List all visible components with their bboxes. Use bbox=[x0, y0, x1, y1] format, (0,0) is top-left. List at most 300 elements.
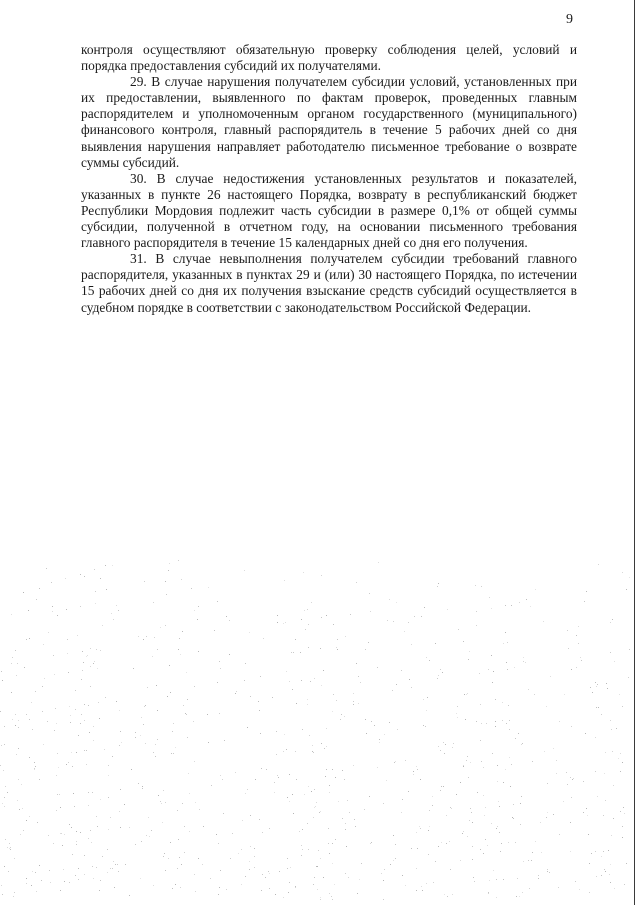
scan-speckle bbox=[521, 796, 522, 797]
scan-speckle bbox=[313, 817, 314, 818]
scan-speckle bbox=[56, 723, 57, 724]
scan-speckle bbox=[360, 682, 361, 683]
scan-speckle bbox=[335, 839, 336, 840]
scan-speckle bbox=[180, 887, 181, 888]
scan-speckle bbox=[254, 848, 255, 849]
scan-speckle bbox=[11, 692, 12, 693]
scan-speckle bbox=[349, 812, 350, 813]
scan-speckle bbox=[509, 720, 510, 721]
scan-speckle bbox=[104, 749, 105, 750]
scan-speckle bbox=[393, 621, 394, 622]
scan-speckle bbox=[156, 685, 157, 686]
scan-speckle bbox=[438, 746, 439, 747]
scan-speckle bbox=[595, 851, 596, 852]
scan-speckle bbox=[255, 779, 256, 780]
scan-speckle bbox=[411, 848, 412, 849]
scan-speckle bbox=[445, 744, 446, 745]
scan-speckle bbox=[544, 751, 545, 752]
scan-speckle bbox=[26, 639, 27, 640]
scan-speckle bbox=[7, 847, 8, 848]
scan-speckle bbox=[296, 703, 297, 704]
scan-speckle bbox=[217, 601, 218, 602]
scan-speckle bbox=[496, 879, 497, 880]
scan-speckle bbox=[143, 724, 144, 725]
scan-speckle bbox=[75, 709, 76, 710]
scan-speckle bbox=[503, 643, 504, 644]
scan-speckle bbox=[244, 570, 245, 571]
scan-speckle bbox=[316, 866, 317, 867]
scan-speckle bbox=[423, 725, 424, 726]
scan-speckle bbox=[497, 781, 498, 782]
scan-speckle bbox=[311, 791, 312, 792]
scan-speckle bbox=[269, 873, 270, 874]
scan-speckle bbox=[293, 813, 294, 814]
scan-speckle bbox=[338, 801, 339, 802]
scan-speckle bbox=[503, 782, 504, 783]
scan-speckle bbox=[469, 820, 470, 821]
scan-speckle bbox=[620, 771, 621, 772]
scan-speckle bbox=[342, 770, 343, 771]
scan-speckle bbox=[15, 714, 16, 715]
scan-speckle bbox=[506, 723, 507, 724]
scan-speckle bbox=[305, 629, 306, 630]
scan-speckle bbox=[96, 867, 97, 868]
scan-speckle bbox=[598, 707, 599, 708]
scan-speckle bbox=[198, 606, 199, 607]
scan-speckle bbox=[497, 826, 498, 827]
scan-speckle bbox=[22, 808, 23, 809]
scan-speckle bbox=[217, 682, 218, 683]
scan-speckle bbox=[194, 761, 195, 762]
scan-speckle bbox=[60, 890, 61, 891]
scan-speckle bbox=[195, 802, 196, 803]
scan-speckle bbox=[37, 822, 38, 823]
scan-speckle bbox=[72, 766, 73, 767]
scan-speckle bbox=[468, 777, 469, 778]
scan-speckle bbox=[331, 896, 332, 897]
scan-speckle bbox=[501, 843, 502, 844]
scan-speckle bbox=[4, 744, 5, 745]
scan-speckle bbox=[402, 799, 403, 800]
scan-speckle bbox=[499, 832, 500, 833]
scan-speckle bbox=[622, 826, 623, 827]
scan-speckle bbox=[476, 721, 477, 722]
scan-speckle bbox=[620, 811, 621, 812]
scan-speckle bbox=[483, 853, 484, 854]
scan-speckle bbox=[472, 846, 473, 847]
scan-speckle bbox=[91, 842, 92, 843]
scan-speckle bbox=[572, 779, 573, 780]
scan-speckle bbox=[119, 710, 120, 711]
scan-speckle bbox=[179, 857, 180, 858]
scan-speckle bbox=[447, 896, 448, 897]
scan-speckle bbox=[229, 654, 230, 655]
scan-speckle bbox=[390, 864, 391, 865]
scan-speckle bbox=[353, 701, 354, 702]
scan-speckle bbox=[112, 756, 113, 757]
scan-speckle bbox=[612, 751, 613, 752]
scan-speckle bbox=[116, 701, 117, 702]
scan-speckle bbox=[258, 701, 259, 702]
scan-speckle bbox=[94, 569, 95, 570]
scan-speckle bbox=[506, 662, 507, 663]
scan-speckle bbox=[317, 866, 318, 867]
scan-speckle bbox=[313, 884, 314, 885]
scan-speckle bbox=[488, 893, 489, 894]
scan-speckle bbox=[596, 876, 597, 877]
scan-speckle bbox=[571, 669, 572, 670]
scan-speckle bbox=[507, 642, 508, 643]
scan-speckle bbox=[71, 752, 72, 753]
scan-speckle bbox=[223, 813, 224, 814]
scan-speckle bbox=[170, 842, 171, 843]
scan-speckle bbox=[446, 843, 447, 844]
scan-speckle bbox=[525, 662, 526, 663]
scan-speckle bbox=[250, 815, 251, 816]
scan-speckle bbox=[214, 630, 215, 631]
scan-speckle bbox=[260, 676, 261, 677]
scan-speckle bbox=[289, 681, 290, 682]
scan-speckle bbox=[429, 810, 430, 811]
scan-speckle bbox=[571, 797, 572, 798]
scan-speckle bbox=[155, 744, 156, 745]
scan-speckle bbox=[389, 722, 390, 723]
scan-speckle bbox=[158, 795, 159, 796]
scan-speckle bbox=[4, 797, 5, 798]
scan-speckle bbox=[596, 707, 597, 708]
scan-speckle bbox=[289, 801, 290, 802]
scan-speckle bbox=[277, 622, 278, 623]
scan-speckle bbox=[304, 794, 305, 795]
scan-speckle bbox=[546, 817, 547, 818]
scan-speckle bbox=[80, 574, 81, 575]
scan-speckle bbox=[283, 751, 284, 752]
scan-speckle bbox=[48, 835, 49, 836]
scan-speckle bbox=[443, 786, 444, 787]
scan-speckle bbox=[535, 589, 536, 590]
scan-speckle bbox=[10, 849, 11, 850]
scan-speckle bbox=[320, 648, 321, 649]
scan-speckle bbox=[120, 827, 121, 828]
scan-speckle bbox=[278, 777, 279, 778]
scan-speckle bbox=[318, 850, 319, 851]
scan-speckle bbox=[154, 637, 155, 638]
scan-speckle bbox=[96, 649, 97, 650]
scan-speckle bbox=[170, 692, 171, 693]
scan-speckle bbox=[106, 589, 107, 590]
scan-speckle bbox=[54, 730, 55, 731]
scan-speckle bbox=[35, 691, 36, 692]
scan-speckle bbox=[78, 879, 79, 880]
scan-speckle bbox=[493, 870, 494, 871]
scan-speckle bbox=[219, 713, 220, 714]
scan-speckle bbox=[443, 742, 444, 743]
scan-speckle bbox=[1, 885, 2, 886]
scan-speckle bbox=[438, 846, 439, 847]
scan-speckle bbox=[601, 856, 602, 857]
scan-speckle bbox=[110, 868, 111, 869]
scan-speckle bbox=[160, 801, 161, 802]
scan-speckle bbox=[302, 849, 303, 850]
scan-speckle bbox=[73, 793, 74, 794]
scan-speckle bbox=[377, 667, 378, 668]
scan-speckle bbox=[52, 606, 53, 607]
scan-speckle bbox=[12, 719, 13, 720]
scan-speckle bbox=[546, 706, 547, 707]
scan-speckle bbox=[279, 871, 280, 872]
scan-speckle bbox=[68, 762, 69, 763]
scan-speckle bbox=[485, 807, 486, 808]
scan-speckle bbox=[472, 859, 473, 860]
scan-speckle bbox=[283, 897, 284, 898]
scan-speckle bbox=[467, 693, 468, 694]
scan-speckle bbox=[152, 656, 153, 657]
scan-speckle bbox=[42, 711, 43, 712]
scan-speckle bbox=[245, 876, 246, 877]
scan-speckle bbox=[570, 777, 571, 778]
scan-speckle bbox=[71, 827, 72, 828]
scan-speckle bbox=[314, 678, 315, 679]
scan-speckle bbox=[178, 560, 179, 561]
scan-speckle bbox=[613, 818, 614, 819]
scan-speckle bbox=[488, 669, 489, 670]
scan-speckle bbox=[21, 784, 22, 785]
scan-speckle bbox=[374, 725, 375, 726]
scan-edge-line bbox=[634, 0, 635, 905]
scan-speckle bbox=[23, 830, 24, 831]
scan-speckle bbox=[472, 822, 473, 823]
scan-speckle bbox=[151, 830, 152, 831]
scan-speckle bbox=[597, 796, 598, 797]
scan-speckle bbox=[226, 616, 227, 617]
scan-speckle bbox=[610, 882, 611, 883]
scan-speckle bbox=[450, 807, 451, 808]
scan-speckle bbox=[5, 786, 6, 787]
scan-speckle bbox=[172, 731, 173, 732]
scan-speckle bbox=[54, 674, 55, 675]
scan-speckle bbox=[299, 831, 300, 832]
scan-speckle bbox=[64, 881, 65, 882]
scan-speckle bbox=[336, 647, 337, 648]
scan-speckle bbox=[526, 599, 527, 600]
scan-speckle bbox=[117, 864, 118, 865]
scan-speckle bbox=[622, 762, 623, 763]
scan-speckle bbox=[143, 639, 144, 640]
scan-speckle bbox=[238, 853, 239, 854]
scan-speckle bbox=[481, 723, 482, 724]
scan-speckle bbox=[519, 602, 520, 603]
scan-speckle bbox=[249, 632, 250, 633]
scan-speckle bbox=[310, 681, 311, 682]
scan-speckle bbox=[432, 796, 433, 797]
scan-speckle bbox=[168, 570, 169, 571]
scan-speckle bbox=[148, 817, 149, 818]
scan-speckle bbox=[76, 844, 77, 845]
scan-speckle bbox=[344, 779, 345, 780]
scan-speckle bbox=[315, 806, 316, 807]
scan-speckle bbox=[364, 809, 365, 810]
scan-speckle bbox=[333, 694, 334, 695]
scan-speckle bbox=[88, 792, 89, 793]
scan-speckle bbox=[499, 806, 500, 807]
scan-speckle bbox=[386, 780, 387, 781]
scan-speckle bbox=[81, 714, 82, 715]
scan-speckle bbox=[505, 632, 506, 633]
scan-speckle bbox=[428, 830, 429, 831]
scan-speckle bbox=[29, 816, 30, 817]
scan-speckle bbox=[522, 743, 523, 744]
scan-speckle bbox=[483, 795, 484, 796]
scan-speckle bbox=[268, 871, 269, 872]
scan-speckle bbox=[16, 754, 17, 755]
scan-speckle bbox=[435, 861, 436, 862]
scan-speckle bbox=[140, 735, 141, 736]
scan-speckle bbox=[11, 663, 12, 664]
scan-speckle bbox=[371, 842, 372, 843]
paragraph-continuation: контроля осуществляют обязательную проверку соблюдения целей, условий и порядка предоставления субсидий их получателями. bbox=[81, 42, 577, 74]
scan-speckle bbox=[523, 861, 524, 862]
scan-speckle bbox=[31, 885, 32, 886]
scan-speckle bbox=[426, 710, 427, 711]
scan-speckle bbox=[447, 609, 448, 610]
scan-speckle bbox=[392, 690, 393, 691]
scan-speckle bbox=[191, 588, 192, 589]
scan-speckle bbox=[194, 874, 195, 875]
scan-speckle bbox=[324, 748, 325, 749]
scan-speckle bbox=[34, 762, 35, 763]
scan-speckle bbox=[493, 671, 494, 672]
scan-speckle bbox=[583, 812, 584, 813]
scan-speckle bbox=[534, 694, 535, 695]
scan-speckle bbox=[611, 729, 612, 730]
scan-speckle bbox=[26, 878, 27, 879]
scan-speckle bbox=[62, 845, 63, 846]
scan-speckle bbox=[321, 685, 322, 686]
scan-speckle bbox=[44, 678, 45, 679]
scan-speckle bbox=[292, 794, 293, 795]
scan-speckle bbox=[102, 856, 103, 857]
scan-speckle bbox=[460, 860, 461, 861]
scan-speckle bbox=[29, 638, 30, 639]
scan-speckle bbox=[379, 742, 380, 743]
scan-speckle bbox=[302, 829, 303, 830]
scan-speckle bbox=[75, 690, 76, 691]
scan-speckle bbox=[97, 826, 98, 827]
scan-speckle bbox=[337, 649, 338, 650]
scan-speckle bbox=[23, 592, 24, 593]
scan-speckle bbox=[11, 614, 12, 615]
scan-speckle bbox=[313, 752, 314, 753]
scan-speckle bbox=[181, 864, 182, 865]
scan-speckle bbox=[194, 686, 195, 687]
scan-speckle bbox=[87, 655, 88, 656]
scan-speckle bbox=[480, 704, 481, 705]
scan-speckle bbox=[466, 694, 467, 695]
scan-speckle bbox=[614, 661, 615, 662]
scan-speckle bbox=[244, 680, 245, 681]
scan-speckle bbox=[518, 733, 519, 734]
scan-speckle bbox=[94, 661, 95, 662]
scan-speckle bbox=[53, 843, 54, 844]
scan-speckle bbox=[538, 875, 539, 876]
scan-speckle bbox=[309, 735, 310, 736]
scan-speckle bbox=[547, 871, 548, 872]
scan-speckle bbox=[274, 792, 275, 793]
scan-speckle bbox=[82, 670, 83, 671]
scan-speckle bbox=[601, 875, 602, 876]
scan-speckle bbox=[326, 728, 327, 729]
scan-speckle bbox=[547, 869, 548, 870]
scan-speckle bbox=[90, 830, 91, 831]
scan-speckle bbox=[179, 638, 180, 639]
scan-speckle bbox=[405, 885, 406, 886]
scan-speckle bbox=[245, 663, 246, 664]
scan-speckle bbox=[241, 884, 242, 885]
scan-speckle bbox=[229, 620, 230, 621]
scan-noise bbox=[0, 560, 639, 905]
scan-speckle bbox=[68, 672, 69, 673]
scan-speckle bbox=[262, 832, 263, 833]
scan-speckle bbox=[95, 591, 96, 592]
scan-speckle bbox=[96, 816, 97, 817]
scan-speckle bbox=[405, 760, 406, 761]
scan-speckle bbox=[583, 781, 584, 782]
scan-speckle bbox=[475, 585, 476, 586]
scan-speckle bbox=[92, 866, 93, 867]
scan-speckle bbox=[67, 639, 68, 640]
scan-speckle bbox=[426, 883, 427, 884]
scan-speckle bbox=[241, 849, 242, 850]
scan-speckle bbox=[604, 773, 605, 774]
scan-speckle bbox=[564, 694, 565, 695]
scan-speckle bbox=[211, 785, 212, 786]
scan-speckle bbox=[505, 769, 506, 770]
scan-speckle bbox=[183, 705, 184, 706]
scan-speckle bbox=[329, 785, 330, 786]
scan-speckle bbox=[285, 622, 286, 623]
scan-speckle bbox=[195, 891, 196, 892]
scan-speckle bbox=[32, 871, 33, 872]
scan-speckle bbox=[538, 878, 539, 879]
scan-speckle bbox=[413, 774, 414, 775]
scan-speckle bbox=[369, 593, 370, 594]
scan-speckle bbox=[333, 624, 334, 625]
scan-speckle bbox=[477, 792, 478, 793]
scan-speckle bbox=[224, 740, 225, 741]
scan-speckle bbox=[20, 834, 21, 835]
scan-speckle bbox=[428, 854, 429, 855]
scan-speckle bbox=[570, 851, 571, 852]
scan-speckle bbox=[169, 665, 170, 666]
scan-speckle bbox=[219, 661, 220, 662]
scan-speckle bbox=[226, 889, 227, 890]
scan-speckle bbox=[379, 739, 380, 740]
scan-speckle bbox=[283, 623, 284, 624]
scan-speckle bbox=[624, 813, 625, 814]
scan-speckle bbox=[341, 714, 342, 715]
scan-speckle bbox=[49, 870, 50, 871]
scan-speckle bbox=[262, 874, 263, 875]
scan-speckle bbox=[396, 684, 397, 685]
scan-speckle bbox=[444, 894, 445, 895]
scan-speckle bbox=[328, 828, 329, 829]
scan-speckle bbox=[99, 890, 100, 891]
scan-speckle bbox=[232, 833, 233, 834]
scan-speckle bbox=[286, 671, 287, 672]
scan-speckle bbox=[346, 846, 347, 847]
scan-speckle bbox=[603, 815, 604, 816]
scan-speckle bbox=[383, 880, 384, 881]
